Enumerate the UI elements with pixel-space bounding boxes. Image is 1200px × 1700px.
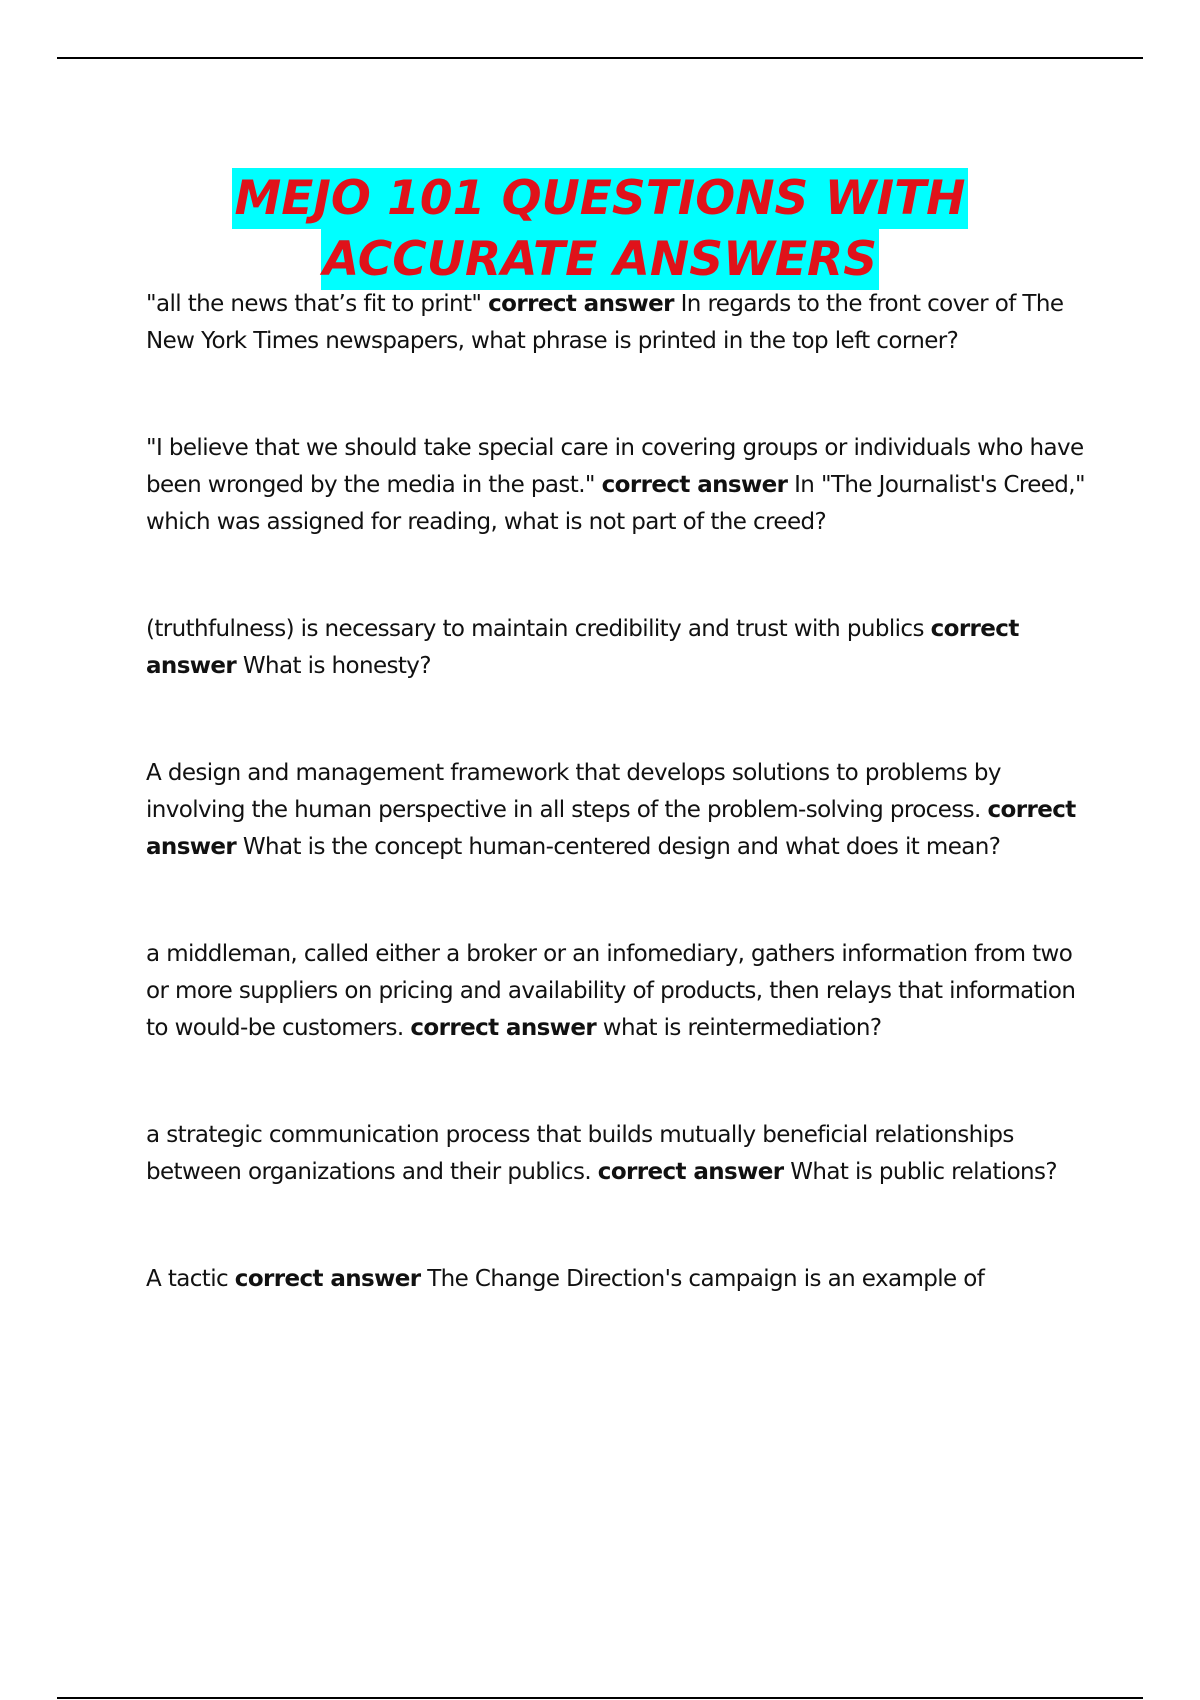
question-text: What is the concept human-centered design and what does it mean? bbox=[242, 834, 1001, 860]
correct-answer-label: correct answer bbox=[410, 1015, 597, 1041]
correct-answer-label: correct answer bbox=[488, 291, 674, 317]
question-text: The Change Direction's campaign is an example of bbox=[427, 1266, 985, 1292]
qa-entry bbox=[146, 936, 1096, 1047]
question-text: what is reintermediation? bbox=[602, 1015, 882, 1041]
answer-text: "all the news that’s fit to print" bbox=[146, 291, 482, 317]
bottom-rule bbox=[57, 1697, 1143, 1699]
correct-answer-label: correct answer bbox=[146, 616, 1019, 679]
answer-text: a strategic communication process that builds mutually beneficial relationships between organizations and their publics. bbox=[146, 1122, 1014, 1185]
qa-list bbox=[146, 286, 1096, 1368]
correct-answer-label: correct answer bbox=[234, 1266, 421, 1292]
answer-text: "I believe that we should take special care in covering groups or individuals who have been wronged by the media in the past." bbox=[146, 435, 1084, 498]
question-text: What is honesty? bbox=[242, 653, 431, 679]
qa-entry bbox=[146, 755, 1096, 866]
answer-text: (truthfulness) is necessary to maintain credibility and trust with publics bbox=[146, 616, 924, 642]
answer-text: A design and management framework that develops solutions to problems by involving the human perspective in all steps of the problem-solving process. bbox=[146, 760, 1001, 823]
title-line-2: ACCURATE ANSWERS bbox=[321, 229, 879, 290]
answer-text: a middleman, called either a broker or an infomediary, gathers information from two or more suppliers on pricing and availability of products, then relays that information to would-be customers. bbox=[146, 941, 1076, 1041]
correct-answer-label: correct answer bbox=[146, 797, 1076, 860]
qa-entry bbox=[146, 1261, 1096, 1298]
qa-entry bbox=[146, 430, 1096, 541]
question-text: In regards to the front cover of The New York Times newspapers, what phrase is printed in the top left corner? bbox=[146, 291, 1064, 354]
correct-answer-label: correct answer bbox=[597, 1159, 784, 1185]
qa-entry bbox=[146, 1117, 1096, 1191]
top-rule bbox=[57, 57, 1143, 59]
answer-text: A tactic bbox=[146, 1266, 229, 1292]
document-title bbox=[0, 168, 1200, 290]
title-line-1: MEJO 101 QUESTIONS WITH bbox=[232, 168, 967, 229]
qa-entry bbox=[146, 611, 1096, 685]
question-text: In "The Journalist's Creed," which was assigned for reading, what is not part of the creed? bbox=[146, 472, 1085, 535]
correct-answer-label: correct answer bbox=[601, 472, 788, 498]
qa-entry bbox=[146, 286, 1096, 360]
question-text: What is public relations? bbox=[790, 1159, 1058, 1185]
